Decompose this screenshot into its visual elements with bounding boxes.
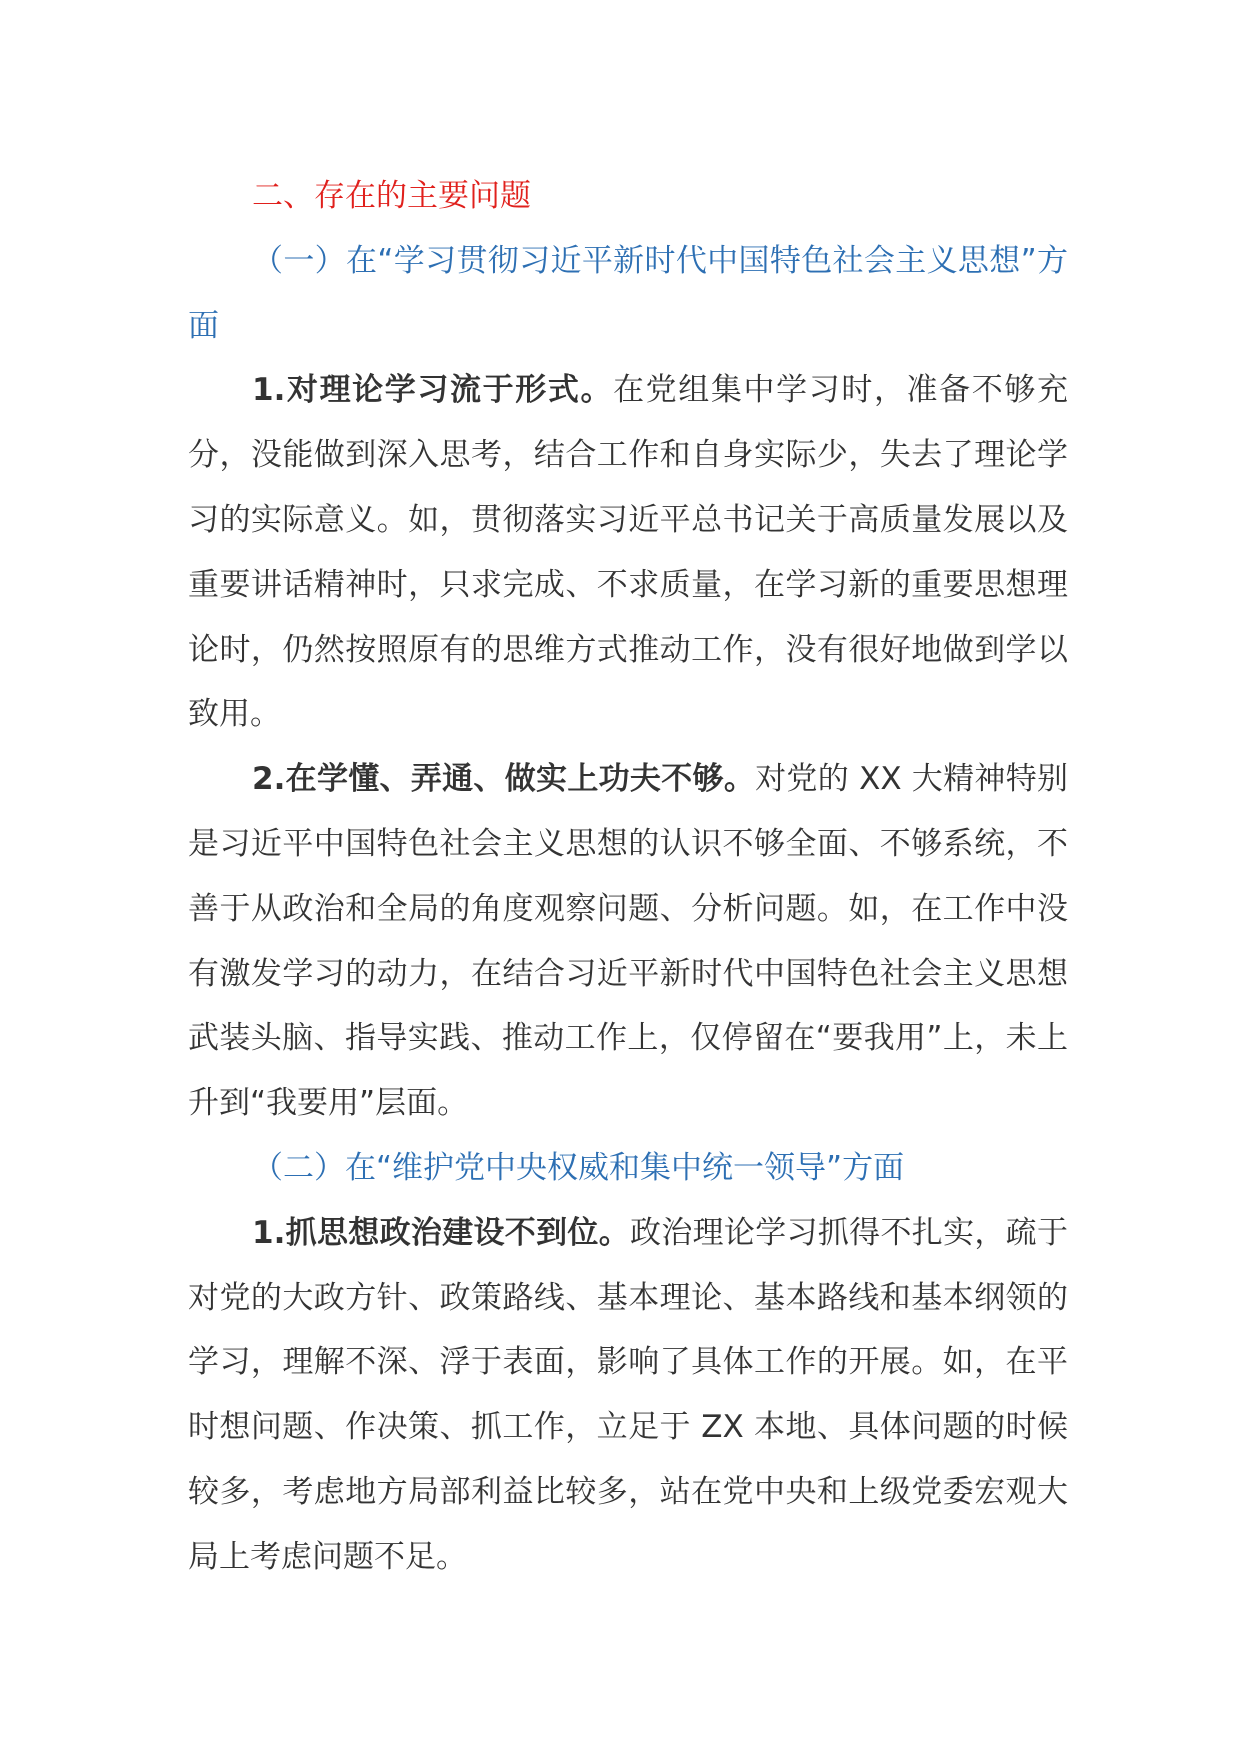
paragraph-2-1 bbox=[188, 1201, 1068, 1590]
paragraph-1-1 bbox=[188, 358, 1068, 747]
paragraph-body: 对党的 XX 大精神特别是习近平中国特色社会主义思想的认识不够全面、不够系统，不善于从政治和全局的角度观察问题、分析问题。如，在工作中没有激发学习的动力，在结合习近平新时代中国特色社会主义思想武装头脑、指导实践、推动工作上，仅停留在“要我用”上，未上升到“我要用”层面。 bbox=[188, 761, 1068, 1122]
subsection-heading-2: （二）在“维护党中央权威和集中统一领导”方面 bbox=[252, 1149, 905, 1186]
document-page bbox=[188, 164, 1068, 1590]
section-heading: 二、存在的主要问题 bbox=[252, 178, 531, 214]
paragraph-lead: 1.对理论学习流于形式。 bbox=[252, 372, 614, 409]
paragraph-lead: 1.抓思想政治建设不到位。 bbox=[252, 1214, 631, 1251]
paragraph-1-2 bbox=[188, 747, 1068, 1136]
paragraph-lead: 2.在学懂、弄通、做实上功夫不够。 bbox=[252, 761, 756, 798]
subsection-heading-1: （一）在“学习贯彻习近平新时代中国特色社会主义思想”方面 bbox=[188, 242, 1068, 344]
paragraph-body: 政治理论学习抓得不扎实，疏于对党的大政方针、政策路线、基本理论、基本路线和基本纲领的学习，理解不深、浮于表面，影响了具体工作的开展。如，在平时想问题、作决策、抓工作，立足于 ZX 本地、具体问题的时候较多，考虑地方局部利益比较多，站在党中央和上级党委宏观大局上考虑问题不足。 bbox=[188, 1214, 1068, 1575]
paragraph-body: 在党组集中学习时，准备不够充分，没能做到深入思考，结合工作和自身实际少，失去了理论学习的实际意义。如，贯彻落实习近平总书记关于高质量发展以及重要讲话精神时，只求完成、不求质量，在学习新的重要思想理论时，仍然按照原有的思维方式推动工作，没有很好地做到学以致用。 bbox=[188, 372, 1068, 733]
